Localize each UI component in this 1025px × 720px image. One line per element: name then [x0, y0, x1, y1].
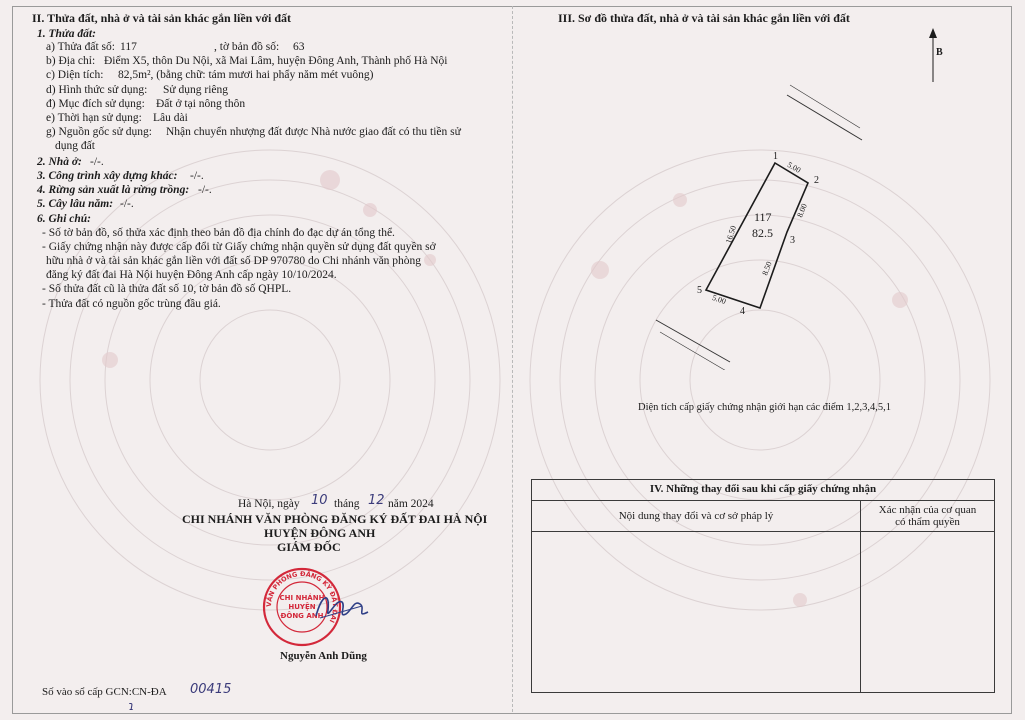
register-number-label: Số vào sổ cấp GCN:CN-ĐA: [42, 686, 167, 698]
stamp-inner-line3: ĐÔNG ANH: [280, 612, 324, 620]
area-label: c) Diện tích:: [46, 69, 104, 81]
note-line: - Số tờ bản đồ, số thửa xác định theo bản đồ địa chính đo đạc dự án tổng thể.: [42, 227, 395, 239]
parcel-number: 117: [754, 210, 772, 224]
point-5-label: 5: [697, 285, 702, 296]
date-month: 12: [368, 493, 385, 508]
agency-line1: CHI NHÁNH VĂN PHÒNG ĐĂNG KÝ ĐẤT ĐAI HÀ NỘI: [182, 512, 488, 526]
usage-term-label: e) Thời hạn sử dụng:: [46, 112, 142, 124]
date-year: năm 2024: [388, 498, 434, 510]
map-sheet-value: 63: [293, 41, 305, 53]
area-value: 82,5m², (bằng chữ: tám mươi hai phẩy năm mét vuông): [118, 69, 374, 81]
section-iii-title: III. Sơ đồ thửa đất, nhà ở và tài sản khác gắn liền với đất: [558, 11, 850, 25]
column-header-confirmation: [861, 501, 995, 532]
note-line: - Giấy chứng nhận này được cấp đổi từ Giấy chứng nhận quyền sử dụng đất quyền sở: [42, 241, 436, 253]
register-mark: ɿ: [128, 699, 135, 713]
column-header-confirmation-line1: Xác nhận của cơ quan: [878, 504, 977, 516]
diagram-caption: Diện tích cấp giấy chứng nhận giới hạn các điểm 1,2,3,4,5,1: [638, 402, 891, 413]
note-line: - Thửa đất có nguồn gốc trùng đầu giá.: [42, 298, 221, 310]
parcel-number-value: 117: [120, 41, 137, 53]
address-value: Điểm X5, thôn Du Nội, xã Mai Lâm, huyện Đông Anh, Thành phố Hà Nội: [104, 55, 448, 67]
date-prefix: Hà Nội, ngày: [238, 498, 300, 510]
point-2-label: 2: [814, 175, 819, 186]
notes-label: 6. Ghi chú:: [37, 213, 91, 225]
edge-right-upper-length: 8.00: [795, 202, 809, 219]
date-day: 10: [311, 493, 328, 508]
register-number-value: 00415: [190, 682, 232, 697]
usage-purpose-label: đ) Mục đích sử dụng:: [46, 98, 145, 110]
house-value: -/-.: [90, 156, 104, 168]
point-1-label: 1: [773, 151, 778, 162]
map-sheet-label: , tờ bản đồ số:: [214, 41, 280, 53]
section-ii-title: II. Thửa đất, nhà ở và tài sản khác gắn liền với đất: [32, 11, 292, 25]
usage-form-value: Sử dụng riêng: [163, 84, 229, 96]
parcel-area: 82.5: [752, 226, 773, 240]
construction-label: 3. Công trình xây dựng khác:: [37, 170, 178, 182]
edge-right-lower-length: 8.50: [760, 260, 774, 277]
address-label: b) Địa chỉ:: [46, 55, 96, 67]
changes-table-title: IV. Những thay đổi sau khi cấp giấy chứng nhận: [532, 480, 995, 501]
note-line: đăng ký đất đai Hà Nội huyện Đông Anh cấp ngày 10/10/2024.: [46, 269, 337, 281]
edge-top-length: 5.00: [785, 160, 803, 175]
stamp-outer-text: VĂN PHÒNG ĐĂNG KÝ ĐẤT ĐAI: [264, 569, 340, 625]
agency-line2: HUYỆN ĐÔNG ANH: [264, 526, 376, 540]
perennial-value: -/-.: [120, 198, 134, 210]
signature: [312, 588, 372, 628]
usage-form-label: d) Hình thức sử dụng:: [46, 84, 148, 96]
house-label: 2. Nhà ở:: [37, 156, 82, 168]
signer-name: Nguyễn Anh Dũng: [280, 650, 367, 662]
changes-table: [531, 479, 995, 693]
origin-label: g) Nguồn gốc sử dụng:: [46, 126, 152, 138]
stamp-inner-line1: CHI NHÁNH: [279, 594, 325, 602]
date-month-label: tháng: [334, 498, 360, 510]
construction-value: -/-.: [190, 170, 204, 182]
forest-label: 4. Rừng sản xuất là rừng trồng:: [37, 184, 190, 196]
forest-value: -/-.: [198, 184, 212, 196]
change-confirmation-cell: [861, 532, 995, 693]
change-content-cell: [532, 532, 861, 693]
note-line: - Số thửa đất cũ là thửa đất số 10, tờ bản đồ số QHPL.: [42, 283, 292, 295]
usage-purpose-value: Đất ở tại nông thôn: [156, 98, 246, 110]
stamp-inner-line2: HUYỆN: [288, 603, 316, 611]
north-label: B: [936, 47, 943, 58]
column-header-confirmation-line2: có thẩm quyền: [895, 516, 960, 528]
fold-line: [512, 6, 513, 712]
parcel-number-label: a) Thửa đất số:: [46, 41, 115, 53]
column-header-content: Nội dung thay đổi và cơ sở pháp lý: [532, 501, 861, 532]
edge-bottom-length: 5.00: [710, 292, 728, 307]
director-title: GIÁM ĐỐC: [277, 540, 341, 554]
land-heading: 1. Thửa đất:: [37, 28, 96, 40]
origin-value-line1: Nhận chuyển nhượng đất được Nhà nước giao đất có thu tiền sử: [166, 126, 461, 138]
point-4-label: 4: [740, 306, 745, 317]
parcel-diagram: [520, 30, 900, 370]
usage-term-value: Lâu dài: [153, 112, 188, 124]
origin-value-line2: dụng đất: [55, 140, 95, 152]
point-3-label: 3: [790, 235, 795, 246]
perennial-label: 5. Cây lâu năm:: [37, 198, 114, 210]
note-line: hữu nhà ở và tài sản khác gắn liền với đất số DP 970780 do Chi nhánh văn phòng: [46, 255, 422, 267]
edge-left-length: 16.50: [723, 224, 739, 245]
